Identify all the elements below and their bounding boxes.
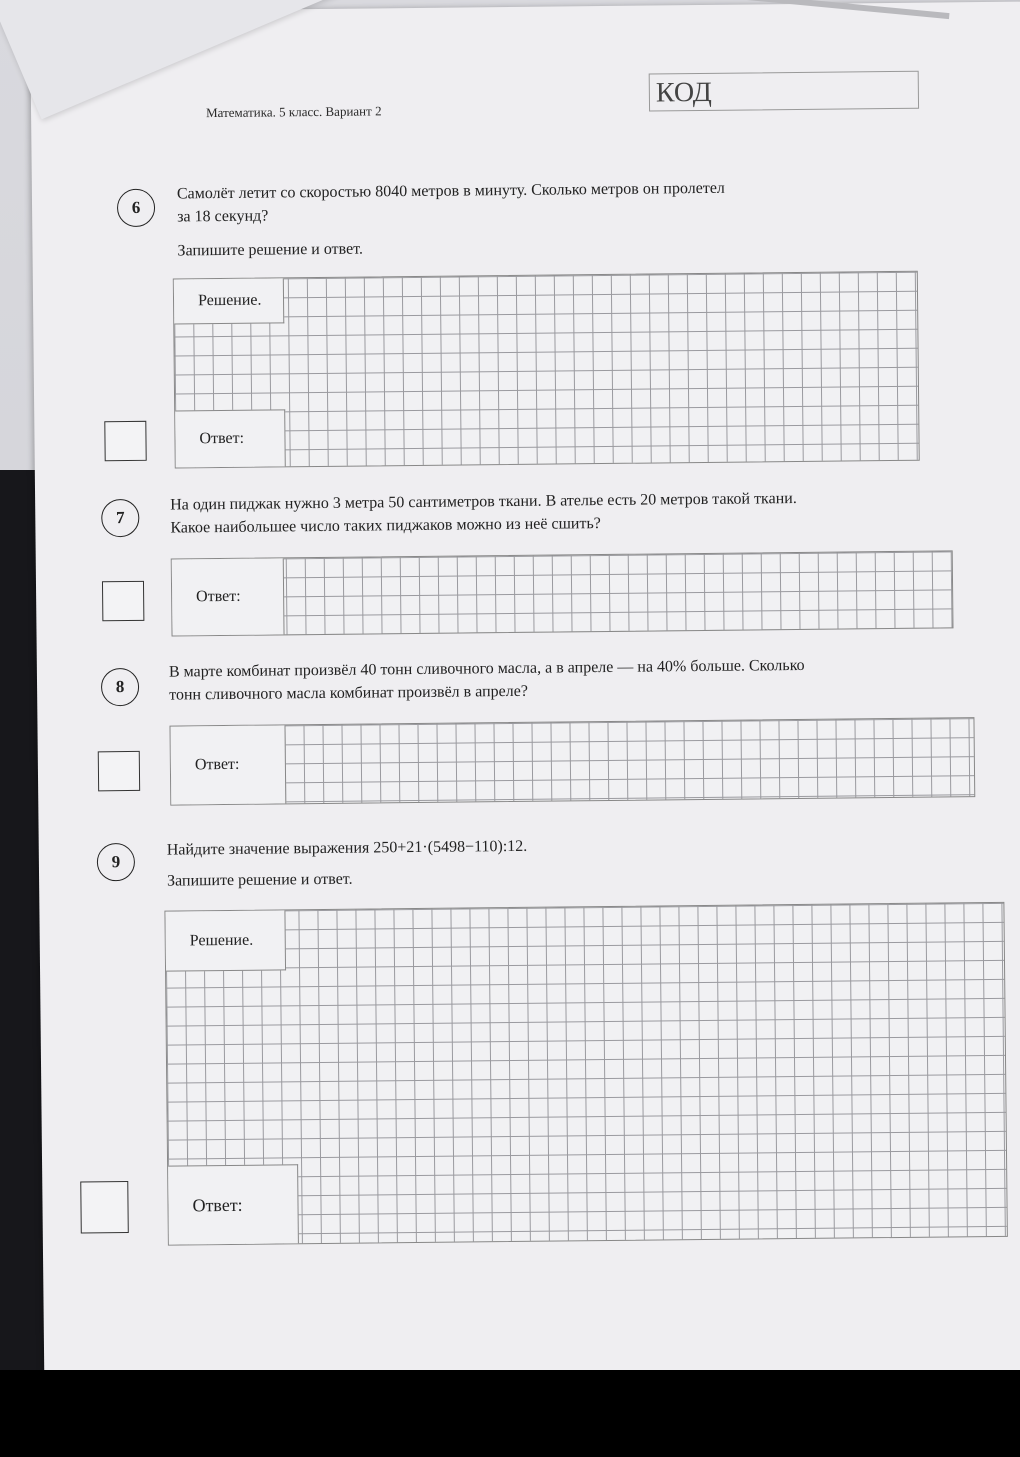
task-7-text [170,485,950,539]
task-7-answer-label: Ответ: [172,558,285,635]
task-9-instruction: Запишите решение и ответ. [167,870,353,890]
task-7-answer-grid[interactable] [171,550,954,636]
task-9-solution-label: Решение. [165,910,286,971]
task-9-score-box[interactable] [80,1181,129,1233]
task-8-answer-label: Ответ: [170,725,286,804]
worksheet-header: Математика. 5 класс. Вариант 2 [205,103,382,121]
task-9-number: 9 [97,843,135,881]
task-8-text-line2: тонн сливочного масла комбинат произвёл в апреле? [169,682,529,704]
task-7-score-box[interactable] [102,581,144,621]
worksheet-page [30,1,1020,1370]
task-6-text-line1: Самолёт летит со скоростью 8040 метров в минуту. Сколько метров он пролетел [176,179,725,203]
task-8-number: 8 [101,668,139,706]
task-6-text [177,175,917,229]
pencil [630,0,949,19]
task-9-answer-label: Ответ: [168,1164,299,1244]
task-9-text: Найдите значение выражения 250+21·(5498−110):12. [166,837,528,859]
task-6-text-line2: за 18 секунд? [177,207,269,226]
task-8-text-line1: В марте комбинат произвёл 40 тонн сливочного масла, а в апреле — на 40% больше. Сколько [168,656,805,681]
code-field[interactable]: КОД [649,71,919,112]
task-8-answer-grid[interactable] [169,717,975,805]
task-6-instruction: Запишите решение и ответ. [177,240,364,260]
task-6-solution-label: Решение. [174,278,284,324]
task-6-score-box[interactable] [104,421,146,461]
task-6-answer-label: Ответ: [175,409,286,467]
task-7-number: 7 [101,499,139,537]
task-7-text-line2: Какое наибольшее число таких пиджаков можно из неё сшить? [170,515,601,537]
task-8-score-box[interactable] [98,751,140,791]
task-6-number: 6 [117,189,155,227]
task-8-text [169,652,969,706]
task-7-text-line1: На один пиджак нужно 3 метра 50 сантиметров ткани. В ателье есть 20 метров такой ткани. [170,489,797,514]
